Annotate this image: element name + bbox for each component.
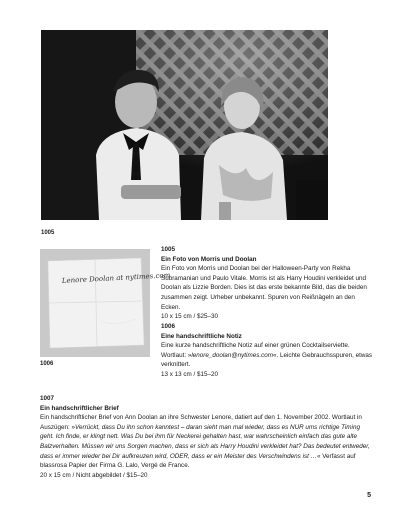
lot-1006-entry (161, 322, 373, 380)
napkin-handwriting: Lenore Doolan at nytimes.com (61, 271, 171, 285)
lot-title: Ein Foto von Morris und Doolan (161, 255, 257, 263)
lot-number: 1007 (40, 395, 55, 402)
lot-dimensions-price: 10 x 15 cm / $25–30 (161, 313, 219, 321)
lot-description: Ein Foto von Morris und Doolan bei der Halloween-Party von Rekha Subramanian und Paulo Vitale. Morris ist als Harry Houdini verkleidet und Doolan als Lizzie Borden. Dies ist das erste bekannte Bild, das die beiden zusammen zeigt. Urheber unbekannt. Spuren von Reißnägeln an den Ecken. (161, 265, 367, 311)
lot-title: Eine handschriftliche Notiz (161, 332, 242, 340)
lot-number: 1006 (161, 323, 176, 330)
napkin-caption-lot-number: 1006 (40, 361, 54, 367)
photo-morris-and-doolan (41, 30, 328, 220)
page-number: 5 (367, 492, 371, 499)
email-address: lenore_doolan@nytimes.com (191, 351, 273, 359)
letter-excerpt: Verrückt, dass Du ihn schon kanntest – daran sieht man mal wieder, dass es NUR ums richtige Timing geht. Ich finde, er klingt nett. Was Du bei ihm für Neckerei gehalten hast, war wahrscheinlich einfach das gute alte Balzverhalten. Müssen wir uns Sorgen machen, dass er sich als Harry Houdini verkleidet hat? Das bedeutet entweder, dass er immer wieder bei Dir aufkreuzen wird, ODER, dass er ein Meister des Verschwindens ist … (40, 423, 370, 460)
lot-description: Eine kurze handschriftliche Notiz auf einer grünen Cocktailserviette. Wortlaut: »lenore_doolan@nytimes.com«. Leichte Gebrauchsspuren, etwas verknittert. (161, 342, 373, 369)
lot-dimensions-price: 13 x 13 cm / $15–20 (161, 370, 219, 378)
lot-description: Ein handschriftlicher Brief von Ann Doolan an ihre Schwester Lenore, datiert auf den 1. November 2002. Wortlaut in Auszügen: »Verrückt, dass Du ihn schon kanntest – daran sieht man mal wieder, dass es NUR ums richtige Timing geht. Ich finde, er klingt nett. Was Du bei ihm für Neckerei gehalten hast, war wahrscheinlich einfach das gute alte Balzverhalten. Müssen wir uns Sorgen machen, dass er sich als Harry Houdini verkleidet hat? Das bedeutet entweder, dass er immer wieder bei Dir aufkreuzen wird, ODER, dass er ein Meister des Verschwindens ist …« Verfasst auf blassrosa Papier der Firma G. Lalo, Vergé de France. (40, 414, 370, 470)
photo-caption-lot-number: 1005 (41, 230, 55, 236)
lot-1005-entry (161, 245, 373, 322)
lot-1007-entry (40, 394, 374, 480)
lot-dimensions-price: 20 x 15 cm / Nicht abgebildet / $15–20 (40, 471, 148, 479)
lot-title: Ein handschriftlicher Brief (40, 404, 119, 412)
lot-number: 1005 (161, 246, 176, 253)
